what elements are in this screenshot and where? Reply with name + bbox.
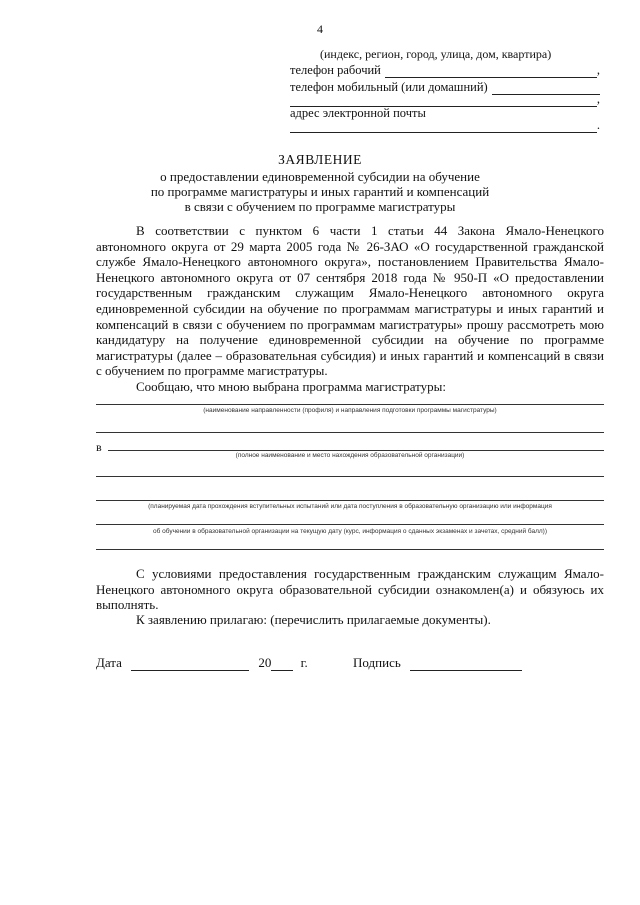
signature-row (96, 655, 604, 671)
mobile-phone-continuation: , (290, 92, 600, 107)
year-suffix: г. (300, 655, 308, 670)
mobile-phone-label: телефон мобильный (или домашний) (290, 80, 488, 94)
title-main: ЗАЯВЛЕНИЕ (278, 152, 362, 167)
year-label: 20 (258, 655, 272, 670)
organization-caption: (полное наименование и место нахождения образовательной организации) (235, 452, 465, 459)
address-hint (290, 47, 600, 62)
paragraph-attachments: К заявлению прилагаю: (перечислить прилагаемые документы). (136, 612, 491, 627)
date-label: Дата (96, 655, 122, 670)
address-hint-text: (индекс, регион, город, улица, дом, квартира) (320, 47, 552, 61)
paragraph-program: Сообщаю, что мною выбрана программа магистратуры: (136, 379, 446, 394)
info-caption-2: об обучении в образовательной организации на текущую дату (курс, информация о сданных экзаменах и зачетах, средний балл)) (153, 528, 547, 535)
work-phone-row: телефон рабочий , (290, 63, 600, 77)
paragraph-request: В соответствии с пунктом 6 части 1 статьи 44 Закона Ямало-Ненецкого автономного округа от 29 марта 2005 года № 26-ЗАО «О государственной гражданской службе Ямало-Ненецкого автономного округа», постановлением Правительства Ямало-Ненецкого автономного округа от 07 сентября 2018 года № 950-П «О предоставлении государственным гражданским служащим Ямало-Ненецкого автономного округа единовременной субсидии на обучение по программам магистратуры и иных гарантий и компенсаций в связи с обучением по программам магистратуры» прошу рассмотреть мою кандидатуру на получение единовременной субсидии на обучение по программе магистратуры (далее – образовательная субсидия) и иных гарантий и компенсаций в связи с обучением по программе магистратуры. (96, 223, 604, 379)
date-field[interactable] (131, 658, 249, 671)
paragraph-conditions: С условиями предоставления государственным гражданским служащим Ямало-Ненецкого автономного округа образовательной субсидии ознакомлен(а) и обязуюсь их выполнять. (96, 566, 604, 613)
prefix-v: в (96, 440, 102, 454)
email-field[interactable] (290, 120, 597, 133)
info-field-3[interactable] (96, 549, 604, 550)
organization-field[interactable] (108, 450, 604, 451)
email-label: адрес электронной почты (290, 106, 426, 120)
organization-field-2[interactable] (96, 476, 604, 477)
email-row: . (290, 118, 600, 133)
work-phone-field[interactable] (385, 65, 597, 78)
work-phone-label: телефон рабочий (290, 63, 381, 77)
title-line-2: о предоставлении единовременной субсидии на обучение (160, 169, 480, 184)
program-name-field[interactable] (96, 404, 604, 405)
signature-label: Подпись (353, 655, 401, 670)
program-name-field-2[interactable] (96, 432, 604, 433)
title-line-3: по программе магистратуры и иных гарантий и компенсаций (150, 184, 490, 199)
info-field-2[interactable] (96, 524, 604, 525)
document-title (0, 152, 640, 214)
page-number: 4 (317, 22, 323, 36)
year-field[interactable] (271, 658, 293, 671)
program-name-caption: (наименование направленности (профиля) и направления подготовки программы магистратуры) (203, 407, 497, 414)
info-caption-1: (планируемая дата прохождения вступительных испытаний или дата поступления в образовательную организацию или информация (148, 503, 552, 510)
signature-field[interactable] (410, 658, 522, 671)
info-field[interactable] (96, 500, 604, 501)
title-line-4: в связи с обучением по программе магистратуры (184, 199, 456, 214)
